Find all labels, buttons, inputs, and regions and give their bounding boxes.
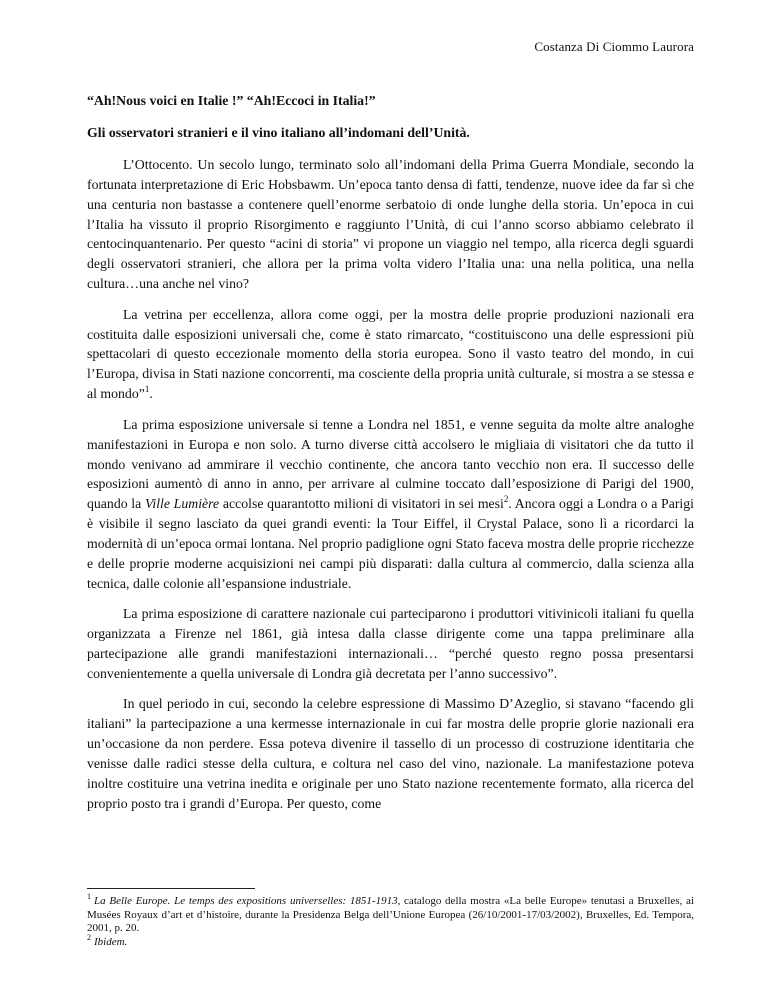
footnote-2	[87, 932, 694, 950]
body-text	[87, 91, 694, 824]
footnotes	[87, 892, 694, 949]
footnote-separator	[87, 888, 255, 889]
article-title: “Ah!Nous voici en Italie !” “Ah!Eccoci in Italia!”	[87, 93, 376, 108]
paragraph-3-text-c: . Ancora oggi a Londra o a Parigi è visibile il segno lasciato da quei grandi eventi: la Tour Eiffel, il Crystal Palace, sono lì a ricordarci la modernità di un’epoca ormai lontana. Nel proprio padiglione ogni Stato faceva mostra delle proprie ricchezze e delle proprie moderne acquisizioni nei campi più disparati: dalla cultura al commercio, dalla scienza alla tecnica, dalle colonie all’espansione industriale.	[87, 496, 694, 591]
paragraph-3-italic: Ville Lumière	[144, 496, 220, 512]
article-subtitle: Gli osservatori stranieri e il vino italiano all’indomani dell’Unità.	[87, 124, 470, 140]
footnote-1	[87, 892, 694, 936]
paragraph-2-text: La vetrina per eccellenza, allora come oggi, per la mostra delle proprie produzioni nazionali era costituita dalle esposizioni universali che, come è stato rimarcato, “costituiscono una delle espressioni più spettacolari di questo eccezionale momento della storia europea. Sono il vasto teatro del mondo, in cui l’Europa, divisa in Stati nazione concorrenti, ma cosciente della propria unità culturale, si mostra a se stessa e al mondo”	[87, 306, 694, 402]
paragraph-3-text-a: La prima esposizione universale si tenne a Londra nel 1851, e venne seguita da molte altre analoghe manifestazioni in Europa e non solo. A turno diverse città accolsero le migliaia di visitatori che da tutto il mondo venivano ad ammirare il vecchio continente, che ancora tanto vecchio non era. Il successo delle esposizioni aumentò di anno in anno, per arrivare al culmine toccato dall’esposizione di Parigi del 1900, quando la	[87, 416, 694, 512]
paragraph-5: In quel periodo in cui, secondo la celebre espressione di Massimo D’Azeglio, si stavano “facendo gli italiani” la partecipazione a una kermesse internazionale in cui far mostra delle proprie glorie nazionali era un’occasione da non perdere. Essa poteva divenire il tassello di un processo di costruzione identitaria che venisse dalle radici stesse della cultura, e coltura nel caso del vino, nazionale. La manifestazione poteva inoltre costituire una vetrina inedita e originale per uno Stato nazione recentemente formato, alla ricerca del proprio posto tra i grandi d’Europa. Per questo, come	[87, 696, 694, 811]
footnote-ref-1[interactable]: 1	[144, 384, 150, 395]
running-header-author: Costanza Di Ciommo Laurora	[534, 39, 694, 54]
paragraph-3	[87, 415, 694, 594]
footnote-1-text: , catalogo della mostra «La belle Europe» tenutasi a Bruxelles, ai Musées Royaux d’art et d’histoire, durante la Presidenza Belga dell’Unione Europea (26/10/2001-17/03/2002), Bruxelles, Ed. Tempora, 2001, p. 20.	[87, 895, 694, 934]
footnote-1-italic: La Belle Europe. Le temps des expositions universelles: 1851-1913	[94, 895, 398, 907]
footnote-ref-2[interactable]: 2	[503, 494, 509, 505]
paragraph-3-text-b: accolse quarantotto milioni di visitatori in sei mesi	[219, 496, 504, 512]
footnote-2-number: 2	[87, 932, 91, 942]
footnote-1-number: 1	[87, 892, 91, 901]
footnote-2-italic: Ibidem.	[94, 935, 128, 948]
paragraph-1: L’Ottocento. Un secolo lungo, terminato solo all’indomani della Prima Guerra Mondiale, secondo la fortunata interpretazione di Eric Hobsbawm. Un’epoca tanto densa di fatti, tendenze, nuove idee da far sì che una centuria non bastasse a contenere quell’enorme serbatoio di onde lunghe della storia. Un’epoca in cui l’Italia ha vissuto il proprio Risorgimento e raggiunto l’Unità, di cui l’anno scorso abbiamo celebrato il centocinquantenario. Per questo “acini di storia” vi propone un viaggio nel tempo, alla ricerca degli sguardi degli osservatori stranieri, che allora per la prima volta videro l’Italia una: una nella politica, una nella cultura…una anche nel vino?	[87, 156, 694, 292]
paragraph-4: La prima esposizione di carattere nazionale cui parteciparono i produttori vitivinicoli italiani fu quella organizzata a Firenze nel 1861, già intesa dalla classe dirigente come una tappa preliminare alla partecipazione alle grandi manifestazioni internazionali… “perché questo regno possa presentarsi convenientemente a quella universale di Londra già decretata per l’anno successivo”.	[87, 606, 694, 682]
paragraph-2	[87, 305, 694, 405]
paragraph-2-end: .	[149, 386, 153, 402]
